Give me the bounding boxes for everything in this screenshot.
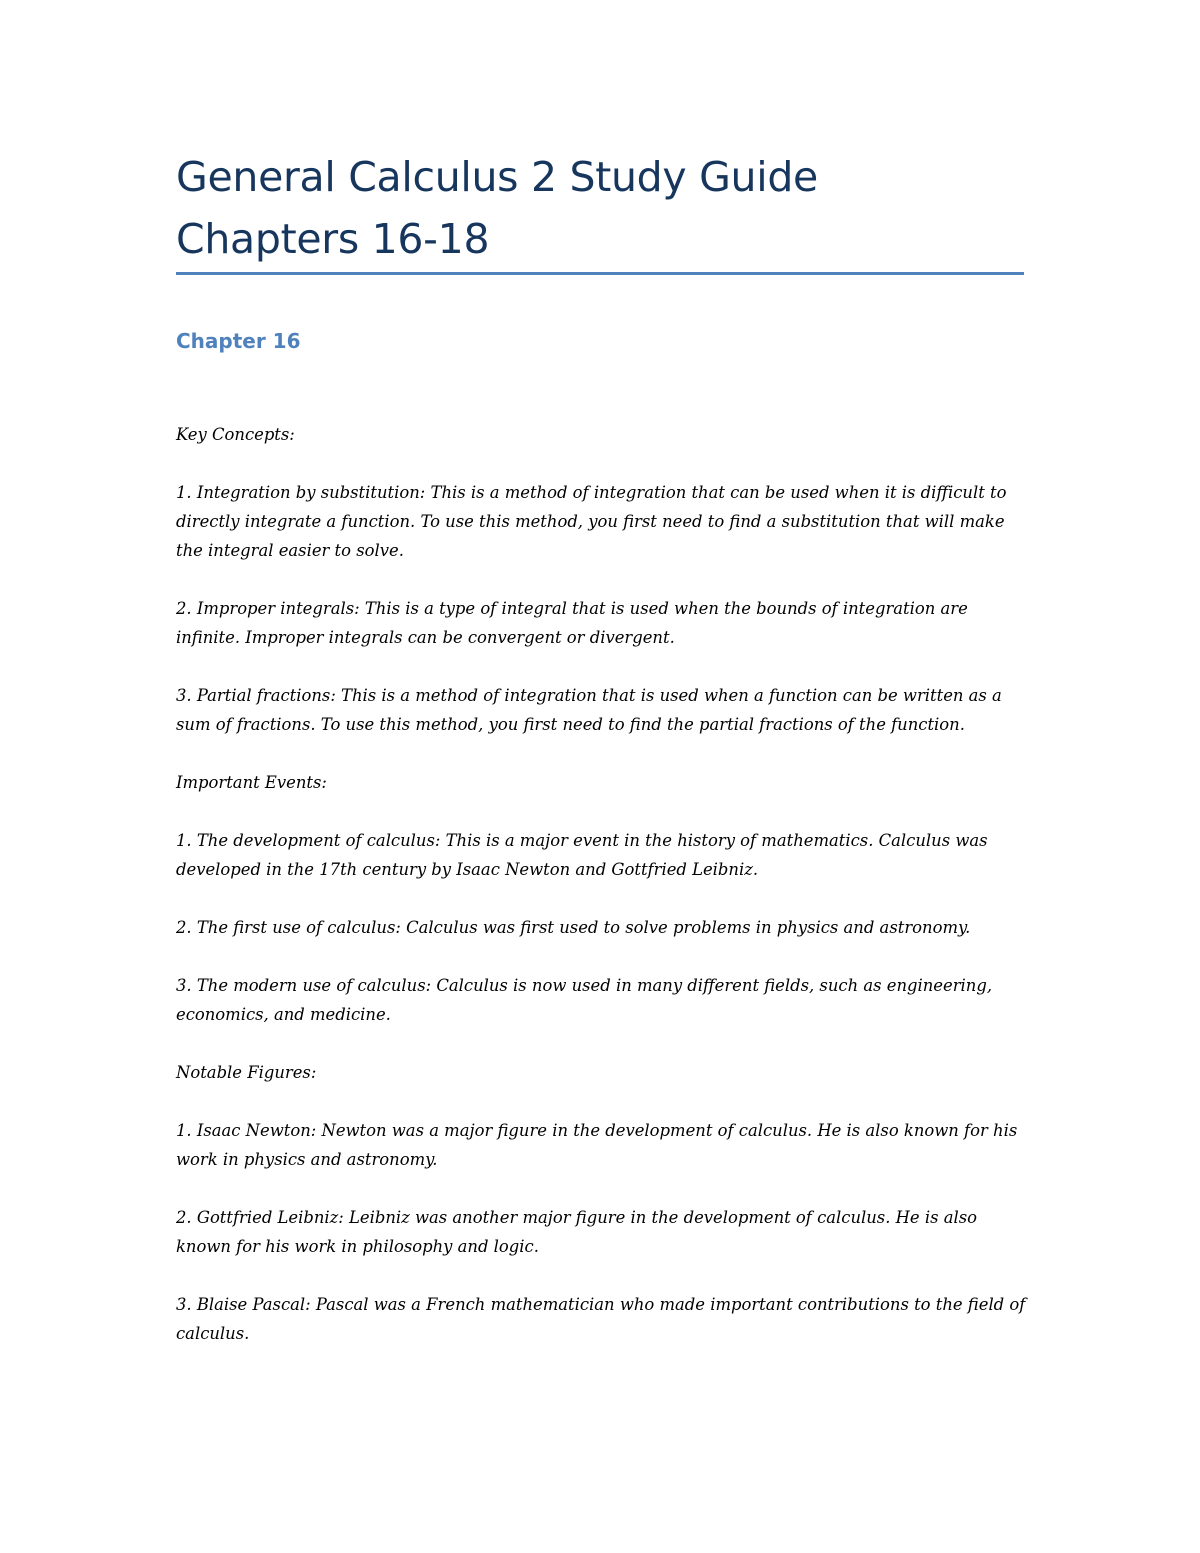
list-item: 2. Improper integrals: This is a type of integral that is used when the bounds of integration are infinite. Improper integrals can be convergent or divergent. [176,599,968,647]
section-heading-important-events: Important Events: [176,773,327,792]
chapter-heading: Chapter 16 [176,329,301,353]
document-body [176,420,1026,1377]
list-item: 1. The development of calculus: This is a major event in the history of mathematics. Calculus was developed in the 17th century by Isaac Newton and Gottfried Leibniz. [176,831,988,879]
list-item: 1. Integration by substitution: This is a method of integration that can be used when it is difficult to directly integrate a function. To use this method, you first need to find a substitution that will make the integral easier to solve. [176,483,1007,560]
title-underline [176,272,1024,275]
list-item: 1. Isaac Newton: Newton was a major figure in the development of calculus. He is also known for his work in physics and astronomy. [176,1121,1018,1169]
section-heading-key-concepts: Key Concepts: [176,425,295,444]
list-item: 2. Gottfried Leibniz: Leibniz was another major figure in the development of calculus. He is also known for his work in philosophy and logic. [176,1208,977,1256]
list-item: 3. Blaise Pascal: Pascal was a French mathematician who made important contributions to the field of calculus. [176,1295,1026,1343]
title-line-2: Chapters 16-18 [176,215,490,263]
document-title [176,146,1024,270]
title-line-1: General Calculus 2 Study Guide [176,153,818,201]
list-item: 3. The modern use of calculus: Calculus is now used in many different fields, such as engineering, economics, and medicine. [176,976,993,1024]
list-item: 3. Partial fractions: This is a method of integration that is used when a function can be written as a sum of fractions. To use this method, you first need to find the partial fractions of the function. [176,686,1002,734]
list-item: 2. The first use of calculus: Calculus was first used to solve problems in physics and astronomy. [176,918,971,937]
section-heading-notable-figures: Notable Figures: [176,1063,317,1082]
